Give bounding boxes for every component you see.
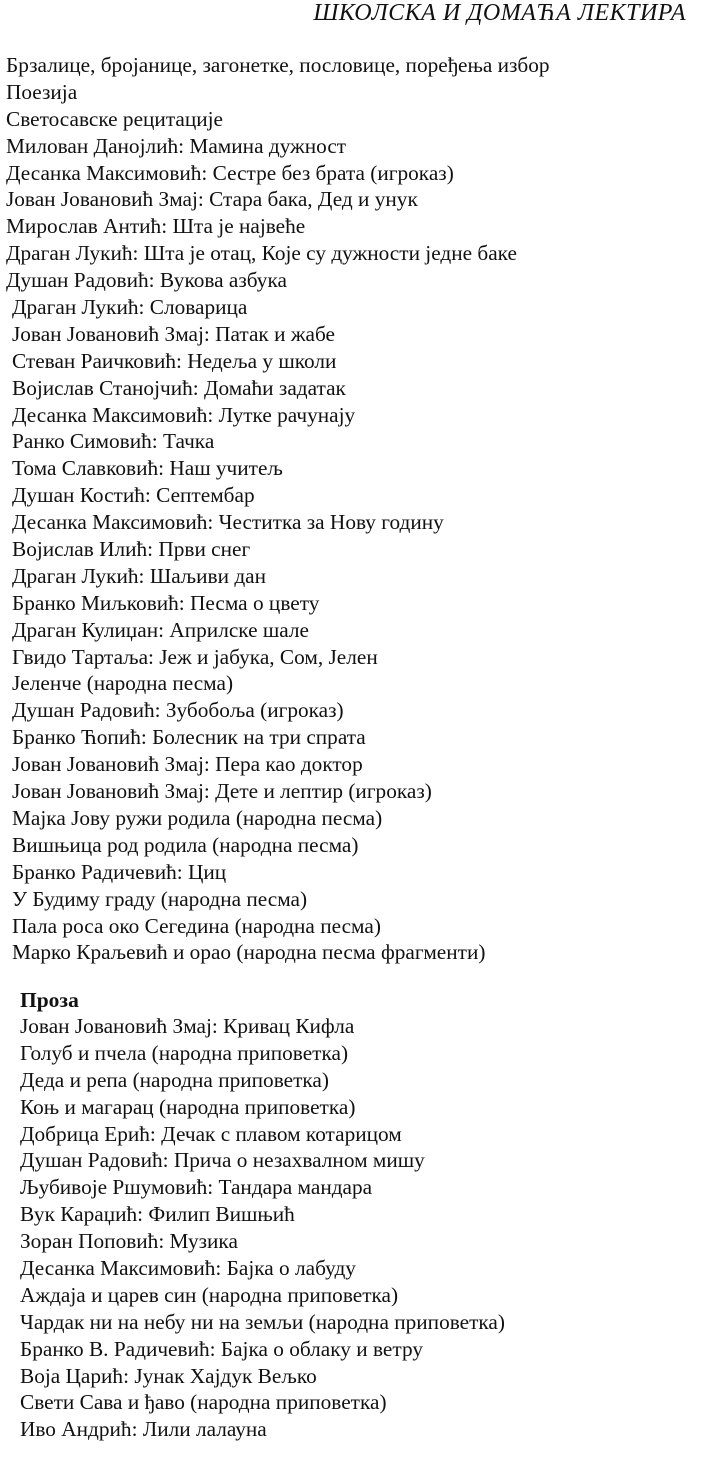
list-item: Бранко Миљковић: Песма о цвету bbox=[12, 590, 320, 615]
list-item: У Будиму граду (народна песма) bbox=[12, 886, 308, 911]
list-item: Драган Кулиџан: Априлске шале bbox=[12, 617, 309, 642]
list-item: Марко Краљевић и орао (народна песма фрагменти) bbox=[12, 940, 486, 965]
list-item: Драган Лукић: Шта је отац, Које су дужности једне баке bbox=[6, 241, 517, 266]
list-item: Чардак ни на небу ни на земљи (народна приповетка) bbox=[20, 1309, 505, 1334]
list-item: Јован Јовановић Змај: Кривац Кифла bbox=[20, 1014, 355, 1038]
list-item: Милован Данојлић: Мамина дужност bbox=[6, 133, 347, 158]
list-item: Аждаја и царев син (народна приповетка) bbox=[20, 1282, 399, 1307]
list-item: Зоран Поповић: Музика bbox=[20, 1229, 238, 1254]
list-item: Голуб и пчела (народна приповетка) bbox=[20, 1040, 349, 1065]
list-item: Војислав Илић: Први снег bbox=[12, 537, 251, 562]
list-item: Добрица Ерић: Дечак с плавом котарицом bbox=[20, 1121, 402, 1146]
list-item: Душан Радовић: Прича о незахвалном мишу bbox=[20, 1148, 425, 1173]
list-item: Вук Караџић: Филип Вишњић bbox=[20, 1202, 295, 1227]
list-item: Јован Јовановић Змај: Стара бака, Дед и унук bbox=[6, 187, 418, 212]
list-item: Драган Лукић: Шаљиви дан bbox=[12, 563, 267, 588]
list-item: Деда и репа (народна приповетка) bbox=[20, 1067, 329, 1092]
list-item: Душан Радовић: Вукова азбука bbox=[6, 268, 287, 293]
list-item: Драган Лукић: Словарица bbox=[12, 295, 248, 320]
list-item: Бранко В. Радичевић: Бајка о облаку и ветру bbox=[20, 1336, 423, 1361]
list-item: Душан Радовић: Зубобоља (игроказ) bbox=[12, 698, 344, 723]
list-item: Јеленче (народна песма) bbox=[12, 671, 234, 696]
poetry-list bbox=[6, 52, 706, 966]
list-item: Бранко Ћопић: Болесник на три спрата bbox=[12, 725, 366, 750]
list-item: Десанка Максимовић: Честитка за Нову годину bbox=[12, 510, 444, 535]
list-item: Гвидо Тартаља: Јеж и јабука, Сом, Јелен bbox=[12, 644, 378, 669]
list-item: Коњ и магарац (народна приповетка) bbox=[20, 1094, 356, 1119]
list-item: Поезија bbox=[6, 79, 78, 104]
list-item: Душан Костић: Септембар bbox=[12, 483, 255, 508]
prose-list bbox=[20, 1013, 714, 1443]
list-item: Светосавске рецитације bbox=[6, 106, 224, 131]
list-item: Десанка Максимовић: Бајка о лабуду bbox=[20, 1256, 356, 1281]
list-item: Стеван Раичковић: Недеља у школи bbox=[12, 348, 337, 373]
list-item: Јован Јовановић Змај: Патак и жабе bbox=[12, 321, 335, 346]
page-title: ШКОЛСКА И ДОМАЋА ЛЕКТИРА bbox=[313, 0, 686, 26]
list-item: Воја Царић: Јунак Хајдук Вељко bbox=[20, 1363, 317, 1388]
list-item: Јован Јовановић Змај: Пера као доктор bbox=[12, 752, 363, 777]
list-item: Брзалице, бројанице, загонетке, пословице, поређења избор bbox=[6, 53, 550, 77]
list-item: Десанка Максимовић: Лутке рачунају bbox=[12, 402, 356, 427]
section-heading-prose: Проза bbox=[20, 988, 79, 1012]
list-item: Ранко Симовић: Тачка bbox=[12, 429, 215, 454]
list-item: Војислав Станојчић: Домаћи задатак bbox=[12, 375, 346, 400]
list-item: Јован Јовановић Змај: Дете и лептир (игроказ) bbox=[12, 779, 432, 804]
list-item: Тома Славковић: Наш учитељ bbox=[12, 456, 283, 481]
list-item: Десанка Максимовић: Сестре без брата (игроказ) bbox=[6, 160, 454, 185]
list-item: Иво Андрић: Лили лалауна bbox=[20, 1417, 267, 1442]
list-item: Мајка Јову ружи родила (народна песма) bbox=[12, 805, 383, 830]
list-item: Свети Сава и ђаво (народна приповетка) bbox=[20, 1390, 387, 1415]
list-item: Бранко Радичевић: Циц bbox=[12, 859, 227, 884]
list-item: Мирослав Антић: Шта је највеће bbox=[6, 214, 306, 239]
list-item: Вишњица род родила (народна песма) bbox=[12, 832, 359, 857]
list-item: Пала роса око Сегедина (народна песма) bbox=[12, 913, 381, 938]
list-item: Љубивоје Ршумовић: Тандара мандара bbox=[20, 1175, 373, 1200]
